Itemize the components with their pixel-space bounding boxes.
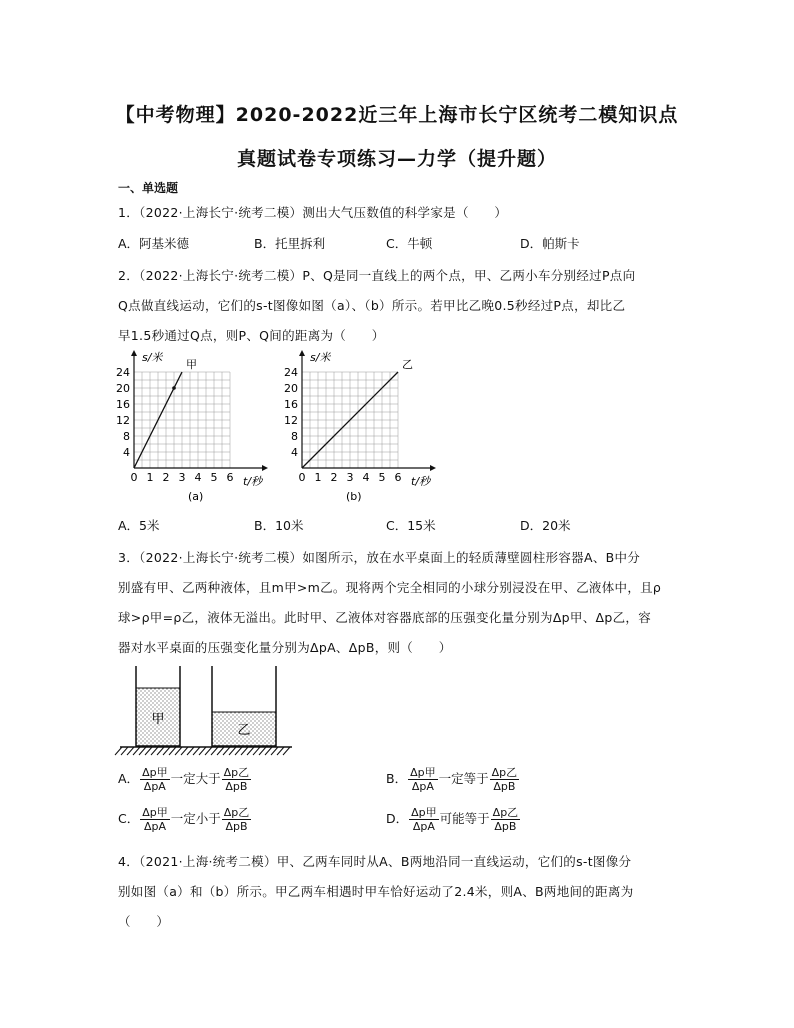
option-c-frac1: $\frac{\text{Δp甲}}{\text{ΔpA}}$ xyxy=(142,806,168,833)
y-tick-label: 24 xyxy=(116,366,130,379)
chart-a-axes xyxy=(131,350,268,471)
document-title-line2: 真题试卷专项练习—力学（提升题） xyxy=(236,148,557,170)
question-4-line3: （ ） xyxy=(118,914,170,929)
x-tick-label: 0 xyxy=(298,471,306,484)
question-1-option-b: B．托里拆利 xyxy=(254,236,326,251)
question-2-option-d: D．20米 xyxy=(520,518,571,533)
hatch-line xyxy=(277,747,284,755)
y-tick-label: 16 xyxy=(116,398,130,411)
chart-a-y-arrow xyxy=(131,350,137,356)
option-c-relation: 一定小于 xyxy=(170,811,221,826)
x-tick-label: 3 xyxy=(346,471,354,484)
hatch-line xyxy=(217,747,224,755)
option-c-letter: C． xyxy=(118,811,140,826)
hatch-line xyxy=(199,747,206,755)
question-2-line2: Q点做直线运动，它们的s-t图像如图（a）、（b）所示。若甲比乙晚0.5秒经过P点，却比乙 xyxy=(118,298,626,313)
chart-a xyxy=(110,348,270,508)
x-tick-label: 1 xyxy=(314,471,322,484)
x-tick-label: 4 xyxy=(194,471,202,484)
option-a-relation: 一定大于 xyxy=(170,771,221,786)
liquid-b-label: 乙 xyxy=(237,723,251,738)
question-2-option-b: B．10米 xyxy=(254,518,304,533)
question-2-line3: 早1.5秒通过Q点，则P、Q间的距离为（ ） xyxy=(118,328,385,343)
hatch-line xyxy=(187,747,194,755)
option-a-frac1: $\frac{\text{Δp甲}}{\text{ΔpA}}$ xyxy=(142,766,168,793)
question-4-line1: 4．（2021·上海·统考二模）甲、乙两车同时从A、B两地沿同一直线运动，它们的s-t图像分 xyxy=(118,854,632,869)
section-heading: 一、单选题 xyxy=(118,181,179,195)
hatch-line xyxy=(115,747,122,755)
chart-b-y-arrow xyxy=(299,350,305,356)
x-tick-label: 6 xyxy=(226,471,234,484)
chart-a-ylabel: s/米 xyxy=(142,351,163,364)
x-tick-label: 6 xyxy=(394,471,402,484)
containers-figure xyxy=(112,662,312,762)
option-b-relation: 一定等于 xyxy=(438,771,489,786)
series-label: 甲 xyxy=(186,358,197,371)
hatch-line xyxy=(157,747,164,755)
x-tick-label: 2 xyxy=(330,471,338,484)
hatch-line xyxy=(271,747,278,755)
x-tick-label: 5 xyxy=(378,471,386,484)
x-tick-label: 4 xyxy=(362,471,370,484)
hatch-line xyxy=(223,747,230,755)
option-b-frac2: $\frac{\text{Δp乙}}{\text{ΔpB}}$ xyxy=(491,766,518,793)
question-2-option-a: A．5米 xyxy=(118,518,160,533)
hatch-line xyxy=(235,747,242,755)
hatch-line xyxy=(181,747,188,755)
hatch-line xyxy=(133,747,140,755)
x-tick-label: 2 xyxy=(162,471,170,484)
y-tick-label: 20 xyxy=(284,382,298,395)
hatch-line xyxy=(259,747,266,755)
hatch-line xyxy=(151,747,158,755)
option-b-frac1: $\frac{\text{Δp甲}}{\text{ΔpA}}$ xyxy=(410,766,436,793)
option-a-letter: A． xyxy=(118,771,140,786)
question-3-option-a xyxy=(118,766,252,793)
question-4-line2: 别如图（a）和（b）所示。甲乙两车相遇时甲车恰好运动了2.4米，则A、B两地间的距离为 xyxy=(118,884,634,899)
liquid-a-label: 甲 xyxy=(151,712,165,727)
x-tick-label: 5 xyxy=(210,471,218,484)
question-1-option-a: A．阿基米德 xyxy=(118,236,190,251)
option-c-frac2: $\frac{\text{Δp乙}}{\text{ΔpB}}$ xyxy=(223,806,250,833)
option-d-frac2: $\frac{\text{Δp乙}}{\text{ΔpB}}$ xyxy=(492,806,519,833)
hatch-line xyxy=(265,747,272,755)
question-2-option-c: C．15米 xyxy=(386,518,436,533)
question-3-line2: 别盛有甲、乙两种液体，且m甲>m乙。现将两个完全相同的小球分别浸没在甲、乙液体中，且ρ xyxy=(118,580,662,595)
y-tick-label: 8 xyxy=(291,430,298,443)
y-tick-label: 20 xyxy=(116,382,130,395)
hatch-line xyxy=(139,747,146,755)
chart-b-x-arrow xyxy=(430,465,436,471)
document-title-line1: 【中考物理】2020-2022近三年上海市长宁区统考二模知识点 xyxy=(115,104,679,126)
hatch-line xyxy=(247,747,254,755)
hatch-line xyxy=(169,747,176,755)
question-1-option-c: C．牛顿 xyxy=(386,236,433,251)
question-3-line4: 器对水平桌面的压强变化量分别为ΔpA、ΔpB，则（ ） xyxy=(118,640,452,655)
question-3-line1: 3．（2022·上海长宁·统考二模）如图所示，放在水平桌面上的轻质薄壁圆柱形容器A、B中分 xyxy=(118,550,641,565)
hatch-line xyxy=(163,747,170,755)
hatch-line xyxy=(211,747,218,755)
y-tick-label: 4 xyxy=(291,446,298,459)
chart-b-caption: (b) xyxy=(346,490,362,503)
option-b-letter: B． xyxy=(386,771,408,786)
question-1-text: 1．（2022·上海长宁·统考二模）测出大气压数值的科学家是（ ） xyxy=(118,205,508,220)
question-2-line1: 2．（2022·上海长宁·统考二模）P、Q是同一直线上的两个点，甲、乙两小车分别经过P点向 xyxy=(118,268,636,283)
hatch-line xyxy=(121,747,128,755)
question-3-option-c xyxy=(118,806,252,833)
hatch-line xyxy=(127,747,134,755)
chart-a-caption: (a) xyxy=(188,490,204,503)
chart-a-x-arrow xyxy=(262,465,268,471)
hatch-line xyxy=(241,747,248,755)
hatch-line xyxy=(283,747,290,755)
option-a-frac2: $\frac{\text{Δp乙}}{\text{ΔpB}}$ xyxy=(223,766,250,793)
chart-b-axes xyxy=(299,350,436,471)
chart-b xyxy=(278,348,438,508)
y-tick-label: 24 xyxy=(284,366,298,379)
y-tick-label: 12 xyxy=(284,414,298,427)
question-1-option-d: D．帕斯卡 xyxy=(520,236,580,251)
option-d-letter: D． xyxy=(386,811,409,826)
chart-b-xlabel: t/秒 xyxy=(411,475,431,488)
hatch-line xyxy=(145,747,152,755)
hatch-line xyxy=(175,747,182,755)
question-3-option-b xyxy=(386,766,520,793)
x-tick-label: 1 xyxy=(146,471,154,484)
chart-a-grid xyxy=(134,372,230,468)
question-3-line3: 球>ρ甲=ρ乙，液体无溢出。此时甲、乙液体对容器底部的压强变化量分别为Δp甲、Δp乙，容 xyxy=(118,610,651,625)
chart-a-xlabel: t/秒 xyxy=(243,475,263,488)
y-tick-label: 16 xyxy=(284,398,298,411)
chart-b-ylabel: s/米 xyxy=(310,351,331,364)
x-tick-label: 3 xyxy=(178,471,186,484)
option-d-relation: 可能等于 xyxy=(439,811,490,826)
question-3-option-d xyxy=(386,806,521,833)
x-tick-label: 0 xyxy=(130,471,138,484)
hatch-line xyxy=(229,747,236,755)
table-hatching xyxy=(115,747,290,755)
marked-point xyxy=(172,386,176,390)
y-tick-label: 12 xyxy=(116,414,130,427)
hatch-line xyxy=(253,747,260,755)
y-tick-label: 4 xyxy=(123,446,130,459)
option-d-frac1: $\frac{\text{Δp甲}}{\text{ΔpA}}$ xyxy=(411,806,437,833)
hatch-line xyxy=(205,747,212,755)
series-label: 乙 xyxy=(402,358,413,371)
hatch-line xyxy=(193,747,200,755)
y-tick-label: 8 xyxy=(123,430,130,443)
